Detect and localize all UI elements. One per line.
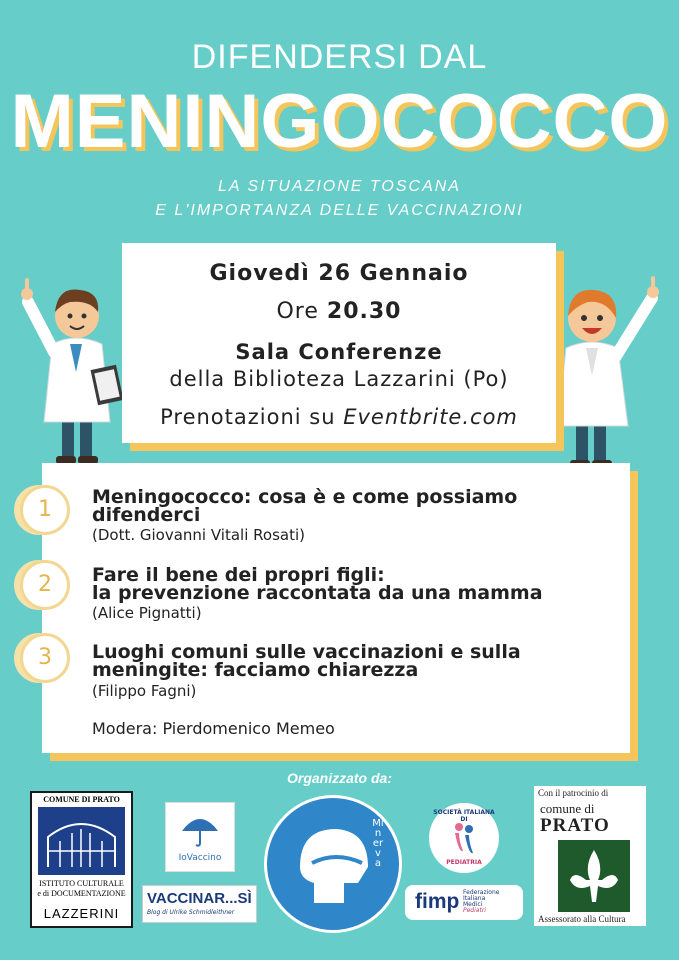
minerva-text: Minerva bbox=[372, 818, 384, 869]
event-venue: Sala Conferenze bbox=[235, 340, 443, 364]
program-number-1: 1 bbox=[20, 485, 70, 535]
program-item-3-title-line1: Luoghi comuni sulle vaccinazioni e sulla bbox=[92, 641, 521, 663]
event-booking bbox=[122, 405, 556, 429]
event-time-value: 20.30 bbox=[326, 299, 402, 324]
patrocinio-text: Con il patrocinio di bbox=[538, 788, 609, 798]
fimp-line-3: Medici bbox=[463, 901, 483, 908]
vaccinarsi-text: VACCINAR...SÌ bbox=[147, 890, 252, 907]
assessorato-text: Assessorato alla Cultura bbox=[538, 914, 626, 924]
prato-line-2: e di DOCUMENTAZIONE bbox=[37, 889, 126, 898]
program-item-3-title-line2: meningite: facciamo chiarezza bbox=[92, 659, 419, 681]
event-time bbox=[122, 299, 556, 324]
comune-prato-logo bbox=[534, 786, 646, 926]
minerva-logo bbox=[264, 795, 402, 933]
prato-header-text: COMUNE DI PRATO bbox=[43, 795, 120, 804]
program-number-3: 3 bbox=[20, 633, 70, 683]
doctor-left-illustration bbox=[18, 272, 128, 467]
event-venue-detail: della Biblioteza Lazzarini (Po) bbox=[169, 367, 509, 391]
helmet-icon bbox=[292, 823, 374, 909]
event-info-card bbox=[122, 243, 556, 443]
subtitle-line-1: LA SITUAZIONE TOSCANA bbox=[218, 178, 461, 195]
organized-by-label: Organizzato da: bbox=[286, 770, 392, 786]
sip-bottom-text: PEDIATRIA bbox=[446, 859, 482, 866]
event-time-label: Ore bbox=[276, 299, 319, 324]
iovaccino-text: IoVaccino bbox=[178, 853, 222, 863]
title-overline: DIFENDERSI DAL bbox=[191, 38, 488, 76]
moderator: Modera: Pierdomenico Memeo bbox=[92, 719, 335, 738]
fimp-line-4: Pediatri bbox=[463, 907, 486, 914]
fleur-de-lis-icon bbox=[558, 840, 630, 912]
program-item-2-speaker: (Alice Pignatti) bbox=[92, 604, 202, 622]
lazzerini-building-icon bbox=[38, 807, 125, 875]
umbrella-icon bbox=[180, 813, 220, 849]
vaccinarsi-subtext: Blog di Ulrike Schmidleithner bbox=[147, 909, 235, 916]
subtitle-line-2: E L'IMPORTANZA DELLE VACCINAZIONI bbox=[155, 202, 524, 219]
prato-text: PRATO bbox=[540, 815, 610, 836]
program-item-1-title-line1: Meningococco: cosa è e come possiamo bbox=[92, 486, 518, 508]
program-item-1-speaker: (Dott. Giovanni Vitali Rosati) bbox=[92, 526, 305, 544]
comune-di-text: comune di bbox=[540, 801, 595, 816]
program-number-2: 2 bbox=[20, 560, 70, 610]
doctor-right-illustration bbox=[548, 276, 666, 471]
fimp-line-2: Italiana bbox=[463, 895, 486, 902]
fimp-text: fimp bbox=[415, 890, 460, 913]
vaccinarsi-logo bbox=[142, 885, 257, 923]
iovaccino-logo bbox=[165, 802, 235, 872]
program-item-2-title-line2: la prevenzione raccontata da una mamma bbox=[92, 582, 543, 604]
booking-prefix: Prenotazioni su bbox=[160, 405, 336, 429]
program-item-1-title-line2: difenderci bbox=[92, 504, 201, 526]
sip-logo bbox=[429, 803, 499, 873]
sip-figures-icon bbox=[451, 821, 477, 855]
program-item-2-title-line1: Fare il bene dei propri figli: bbox=[92, 564, 385, 586]
lazzerini-logo bbox=[30, 791, 133, 928]
fimp-fullname bbox=[463, 890, 499, 914]
fimp-line-1: Federazione bbox=[463, 889, 500, 896]
program-item-3-speaker: (Filippo Fagni) bbox=[92, 682, 197, 700]
sip-top-text: SOCIETÀ ITALIANA DI bbox=[433, 809, 495, 823]
event-date: Giovedì 26 Gennaio bbox=[209, 261, 469, 286]
prato-line-1: ISTITUTO CULTURALE bbox=[39, 879, 124, 888]
fimp-logo bbox=[405, 885, 523, 920]
main-title: MENINGOCOCCO bbox=[10, 79, 669, 164]
booking-site-link[interactable]: Eventbrite.com bbox=[343, 405, 518, 429]
lazzerini-name: LAZZERINI bbox=[43, 906, 120, 921]
